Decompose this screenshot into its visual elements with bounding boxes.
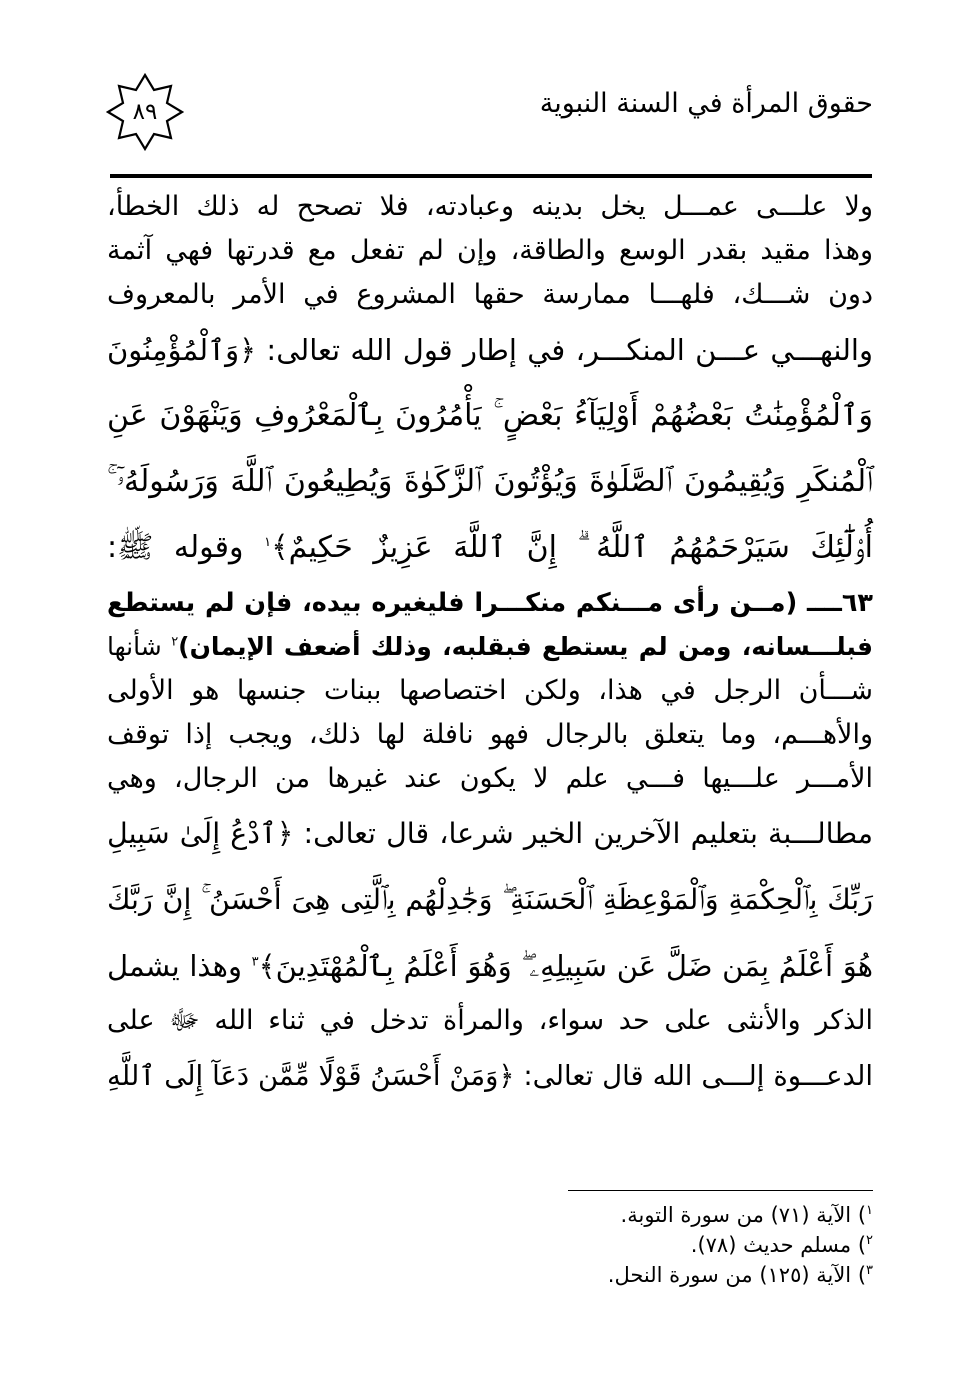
page-number: ٨٩ — [132, 99, 158, 125]
quran-verse-line: ٱلْمُنكَرِ وَيُقِيمُونَ ٱلصَّلَوٰةَ وَيُؤْتُونَ ٱلزَّكَوٰةَ وَيُطِيعُونَ ٱللَّهَ وَرَسُولَهُۥٓ ۚ — [107, 464, 873, 499]
text-line: مطالـــبة بتعليم الآخرين الخير شرعا، قال تعالى: ﴿ٱدْعُ إِلَىٰ سَبِيلِ — [107, 817, 873, 850]
quran-verse-line: رَبِّكَ بِٱلْحِكْمَةِ وَٱلْمَوْعِظَةِ ٱلْحَسَنَةِ ۖ وَجَٰدِلْهُم بِٱلَّتِى هِىَ أَحْسَنُ ۚ إِنَّ رَبَّكَ — [107, 883, 873, 916]
page-number-badge — [106, 73, 184, 151]
text-line: وهذا مقيد بقدر الوسع والطاقة، وإن لم تفعل مع قدرتها فهي آثمة — [107, 235, 873, 266]
footnote-ref: ٢ — [171, 634, 179, 650]
footnote-text: ) الآية (٧١) من سورة التوبة. — [620, 1203, 867, 1227]
footnote-ref: ١ — [264, 535, 272, 550]
hadith-line: ٦٣ــــ (مــن رأى مـــنكم منكـــرا فليغيره بيده، فإن لم يستطع — [107, 588, 873, 618]
quran-verse-text: أُو۟لَٰٓئِكَ سَيَرْحَمُهُمُ ٱللَّهُ ۗ إِنَّ ٱللَّهَ عَزِيزٌ حَكِيمٌ﴾ — [271, 530, 874, 565]
text-line: دون شـــك، فلهـــا ممارسة حقها المشروع في الأمر بالمعروف — [107, 279, 873, 310]
footnote-item — [473, 1200, 873, 1230]
text-line: والنهـــي عـــن المنكـــر، في إطار قول الله تعالى: ﴿وَٱلْمُؤْمِنُونَ — [107, 333, 873, 367]
footnote-item — [473, 1230, 873, 1260]
hadith-line — [107, 625, 873, 669]
footnote-text: ) مسلم حديث (٧٨). — [690, 1233, 867, 1257]
text-line: ولا علـــى عمـــل يخل بدينه وعبادته، فلا تصحح له ذلك الخطأ، — [107, 191, 873, 222]
footnote-ref: ٣ — [251, 954, 259, 970]
text-segment: شأنها — [107, 632, 162, 661]
text-line: الدعـــوة إلـــى الله قال تعالى: ﴿وَمَنْ أَحْسَنُ قَوْلًا مِّمَّن دَعَآ إِلَى ٱللَّهِ — [107, 1060, 873, 1092]
text-segment: وهذا يشمل — [107, 949, 242, 983]
footnote-mark: ٢ — [866, 1233, 873, 1248]
text-line: الذكر والأنثى على حد سواء، والمرأة تدخل في ثناء الله ﷻ على — [107, 1005, 873, 1036]
footnotes — [473, 1200, 873, 1290]
text-line: والأهـــم، وما يتعلق بالرجال فهو نافلة لها ذلك، ويجب إذا توقف — [107, 719, 873, 750]
text-line: شـــأن الرجل في هذا، ولكن اختصاصها ببنات جنسها هو الأولى — [107, 675, 873, 706]
footnote-separator — [568, 1190, 873, 1191]
footnote-item — [473, 1260, 873, 1290]
hadith-text: فبلـــسانه، ومن لم يستطع فبقلبه، وذلك أضعف الإيمان) — [178, 632, 874, 661]
quran-verse-line: وَٱلْمُؤْمِنَٰتُ بَعْضُهُمْ أَوْلِيَآءُ بَعْضٍ ۚ يَأْمُرُونَ بِٱلْمَعْرُوفِ وَيَنْهَوْنَ عَنِ — [107, 398, 873, 433]
quran-verse-line — [107, 933, 873, 999]
footnote-text: ) الآية (١٢٥) من سورة النحل. — [607, 1263, 867, 1287]
text-line: الأمـــر علـــيها فـــي علم لا يكون عند غيرها من الرجال، وهي — [107, 763, 873, 794]
text-segment: وقوله ﷺ: — [107, 530, 244, 565]
header-rule — [110, 174, 872, 178]
quran-verse-text: هُوَ أَعْلَمُ بِمَن ضَلَّ عَن سَبِيلِهِۦ ۖ وَهُوَ أَعْلَمُ بِٱلْمُهْتَدِينَ﴾ — [258, 949, 874, 983]
running-header-title: حقوق المرأة في السنة النبوية — [539, 88, 873, 119]
quran-verse-line — [107, 515, 873, 581]
main-text — [107, 185, 873, 1109]
footnote-mark: ٣ — [866, 1263, 873, 1278]
footnote-mark: ١ — [866, 1203, 873, 1218]
